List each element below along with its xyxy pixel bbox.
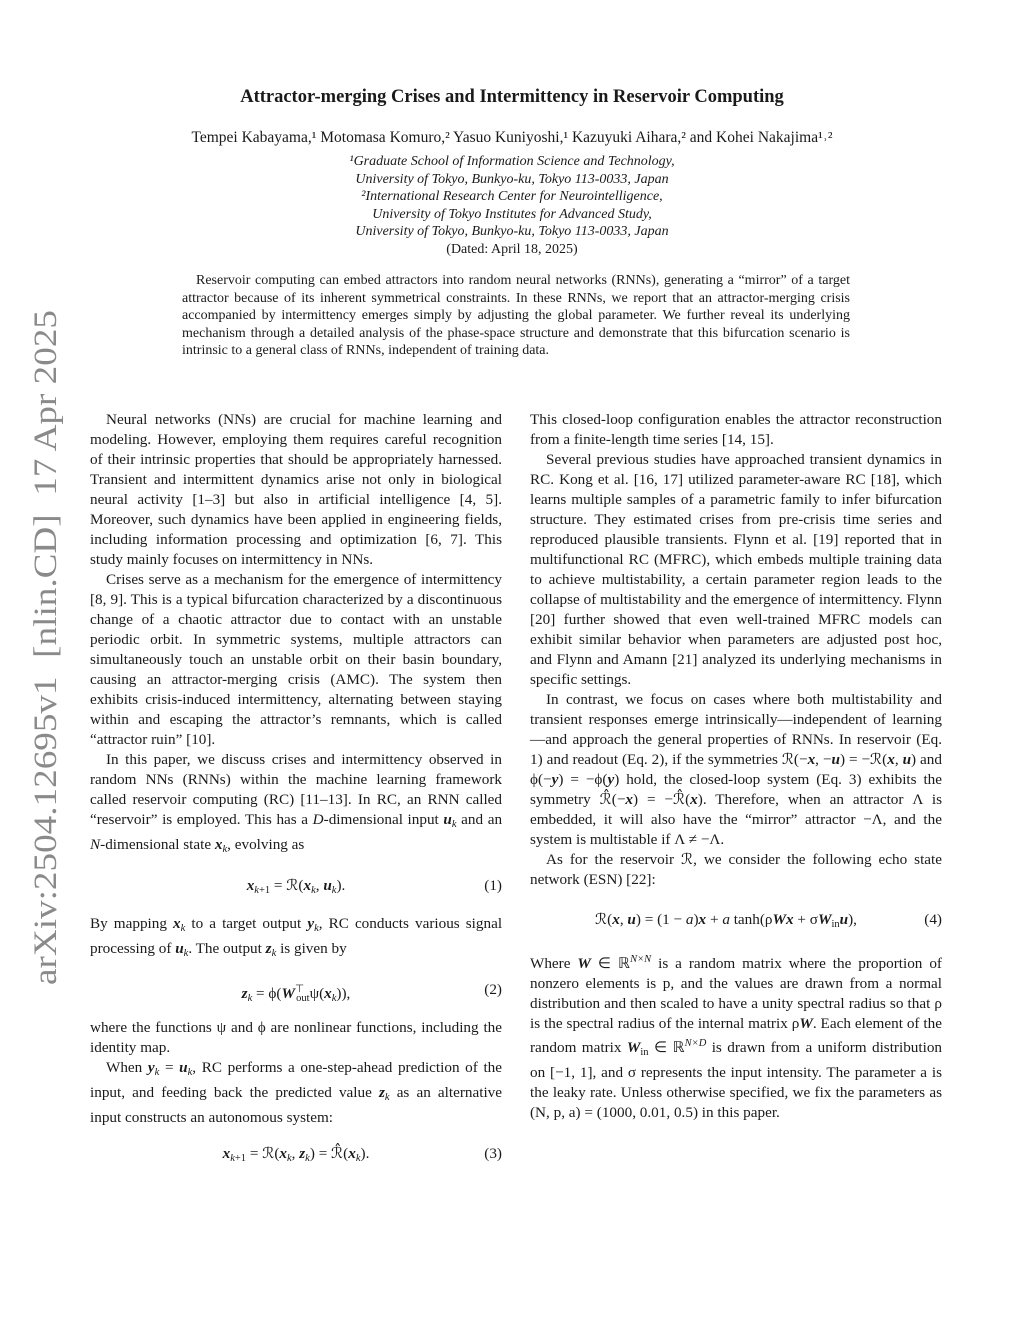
paragraph-text: -dimensional state (100, 836, 212, 853)
paragraph-text: When (106, 1059, 143, 1076)
paragraph-text: . Each element of the random matrix (530, 1015, 942, 1056)
paragraph-text: In contrast, we focus on cases where both multistability and transient responses emerge intrinsically—independent of learning—and approach the general properties of RNNs. In reservoir (Eq. 1) and readout (Eq. 2), if the symmetries (530, 691, 942, 768)
paragraph-text: In this paper, we discuss crises and intermittency observed in random NNs (RNNs) within the machine learning framework called reservoir computing (RC) [11–13]. In RC, an RNN called “reservoir” is employed. This has a (90, 751, 502, 828)
dated-line: (Dated: April 18, 2025) (446, 241, 578, 257)
paragraph-text: . Therefore, when an attractor Λ is embedded, it will also have the “mirror” attractor −Λ, and the system is multistable if Λ ≠ −Λ. (530, 791, 942, 848)
right-column (530, 410, 942, 1123)
affiliation-line: ¹Graduate School of Information Science and Technology, (349, 154, 675, 169)
paragraph: Neural networks (NNs) are crucial for machine learning and modeling. However, employing them requires careful recognition of their intrinsic properties that should be appropriately harnessed. Transient and intermittent dynamics arise not only in biological neural activity [1–3] but also in artificial intelligence [4, 5]. Moreover, such dynamics have been applied in engineering fields, including information processing and optimization [6, 7]. This study mainly focuses on intermittency in NNs. (90, 411, 502, 568)
paragraph: where the functions ψ and ϕ are nonlinear functions, including the identity map. (90, 1019, 502, 1056)
equation-number: (1) (484, 877, 502, 894)
equation-3 (90, 1138, 502, 1170)
paragraph: This closed-loop configuration enables the attractor reconstruction from a finite-length time series [14, 15]. (530, 411, 942, 448)
paragraph: By mapping $x_k$ to a target output $y_k$, RC conducts various signal processing of $u_k$. The output $z_k$ is given by (90, 915, 503, 959)
left-column (90, 410, 502, 1182)
paragraph-text: and (920, 751, 942, 768)
affiliation-line: University of Tokyo Institutes for Advanced Study, (372, 206, 652, 222)
paragraph: Where W ∈ ℝ$^{N\times N}$ is a random matrix where the proportion of nonzero elements is p, and the values are drawn from a normal distribution and then scaled to have a unity spectral radius so that ρ is the spectral radius of the internal matrix ρW. Each element of the random matrix $W_{in}$ ∈ ℝ$^{N\times D}$ is drawn from a uniform distribution on [−1, 1], and σ represents the input intensity. The parameter a is the leaky rate. Unless otherwise specified, we fix the parameters as (N, p, a) = (1000, 0.01, 0.5) in this paper. (530, 954, 943, 1121)
abstract-text: Reservoir computing can embed attractors into random neural networks (RNNs), generating a “mirror” of a target attractor because of its inherent symmetrical constraints. In these RNNs, we report that an attractor-merging crisis accompanied by intermittency emerges simply by adjusting the global parameter. We further reveal its underlying mechanism through a detailed analysis of the phase-space structure and demonstrate that this bifurcation scenario is intrinsic to a general class of RNNs, independent of training data. (182, 273, 850, 358)
paragraph-text: as an alternative input constructs an autonomous system: (90, 1084, 503, 1126)
equation-expression: $z_k = \phi(W^⊤_{out}\psi(x_k))$, (241, 984, 351, 1004)
paragraph-text: is a random matrix where the proportion of nonzero elements is p, and the values are drawn from a normal distribution and then scaled to have a unity spectral radius so that ρ is the spectral radius of the internal matrix (530, 955, 942, 1032)
paragraph-text: , RC performs a one-step-ahead prediction of the input, and feeding back the predicted value (90, 1059, 502, 1101)
paragraph-text: , evolving as (227, 836, 305, 853)
equation-1 (90, 870, 502, 902)
paragraph-text: is given by (280, 940, 347, 957)
equation-4 (530, 904, 942, 936)
paragraph-text: Where (530, 955, 571, 972)
paper-title: Attractor-merging Crises and Intermittency in Reservoir Computing (240, 87, 784, 107)
paragraph: As for the reservoir ℛ, we consider the following echo state network (ESN) [22]: (530, 851, 942, 888)
paragraph: Several previous studies have approached transient dynamics in RC. Kong et al. [16, 17] utilized parameter-aware RC [18], which learns multiple samples of a parametric family to infer bifurcation structure. They estimated crises from pre-crisis time series and reproduced plausible transients. Flynn et al. [19] reported that in multifunctional RC (MFRC), which embeds multiple training data to achieve multistability, a certain parameter region leads to the collapse of multistability and the emergence of intermittency. Flynn [20] further showed that even well-trained MFRC models can exhibit similar behavior when parameters are adjusted post hoc, and Flynn and Amann [21] analyzed its underlying mechanisms in specific settings. (530, 451, 942, 688)
paragraph-text: hold, the closed-loop system (Eq. 3) exhibits the symmetry (530, 771, 943, 808)
paragraph-text: , RC conducts various signal processing of (90, 915, 503, 957)
equation-number: (2) (484, 981, 502, 998)
affiliation-line: ²International Research Center for Neurointelligence, (361, 189, 663, 204)
paragraph: Crises serve as a mechanism for the emergence of intermittency [8, 9]. This is a typical bifurcation characterized by a discontinuous change of a chaotic attractor due to contact with an unstable periodic orbit. In symmetric systems, multiple attractors can simultaneously touch an unstable orbit on their basin boundary, causing an attractor-merging crisis (AMC). The system then exhibits crisis-induced intermittency, alternating between staying within and escaping the attractor’s remnants, which is called “attractor ruin” [10]. (90, 571, 502, 748)
paragraph-text: is drawn from a uniform distribution on [−1, 1], and σ represents the input intensity. The parameter a is the leaky rate. Unless otherwise specified, we fix the parameters as (N, p, a) = (1000, 0.01, 0.5) in this paper. (530, 1039, 943, 1121)
affiliations (0, 153, 1024, 258)
abstract (182, 272, 850, 360)
equation-expression: ℛ(x, u) = (1 − a)x + a $\tanh(\rho Wx + \sigma W_{in}u)$, (595, 911, 857, 930)
paragraph-text: . The output (188, 940, 262, 957)
arxiv-identifier-text: arXiv:2504.12695v1 [nlin.CD] 17 Apr 2025 (28, 385, 64, 985)
equation-expression: $x_{k+1}$ = $ℛ(x_k$, $u_k$). (246, 877, 346, 896)
paragraph: In contrast, we focus on cases where both multistability and transient responses emerge intrinsically—independent of learning—and approach the general properties of RNNs. In reservoir (Eq. 1) and readout (Eq. 2), if the symmetries ℛ(−x, −u) = −ℛ(x, u) and ϕ(−y) = −ϕ(y) hold, the closed-loop system (Eq. 3) exhibits the symmetry ℛ̂(−x) = −ℛ̂(x). Therefore, when an attractor Λ is embedded, it will also have the “mirror” attractor −Λ, and the system is multistable if Λ ≠ −Λ. (530, 691, 943, 848)
affiliation-line: University of Tokyo, Bunkyo-ku, Tokyo 113-0033, Japan (355, 171, 669, 187)
affiliation-line: University of Tokyo, Bunkyo-ku, Tokyo 113-0033, Japan (355, 224, 669, 239)
author-list: Tempei Kabayama,¹ Motomasa Komuro,² Yasuo Kuniyoshi,¹ Kazuyuki Aihara,² and Kohei Nakajima¹˒² (191, 129, 833, 146)
arxiv-identifier-stamp (10, 305, 70, 985)
equation-2 (90, 974, 502, 1006)
paragraph: In this paper, we discuss crises and intermittency observed in random NNs (RNNs) within the machine learning framework called reservoir computing (RC) [11–13]. In RC, an RNN called “reservoir” is employed. This has a D-dimensional input $u_k$ and an N-dimensional state $x_k$, evolving as (90, 751, 503, 855)
paragraph-text: to a target output (191, 915, 302, 932)
equation-number: (3) (484, 1145, 502, 1162)
paragraph: When $y_k = u_k$, RC performs a one-step-ahead prediction of the input, and feeding back the predicted value $z_k$ as an alternative input constructs an autonomous system: (90, 1059, 503, 1126)
paragraph-text: By mapping (90, 915, 167, 932)
equation-expression: $x_{k+1}$ = $ℛ(x_k$, $z_k$) = $ℛ̂(x_k)$. (222, 1145, 370, 1164)
equation-number: (4) (924, 911, 942, 928)
paragraph-text: and an (461, 811, 503, 828)
paragraph-text: -dimensional input (323, 811, 439, 828)
